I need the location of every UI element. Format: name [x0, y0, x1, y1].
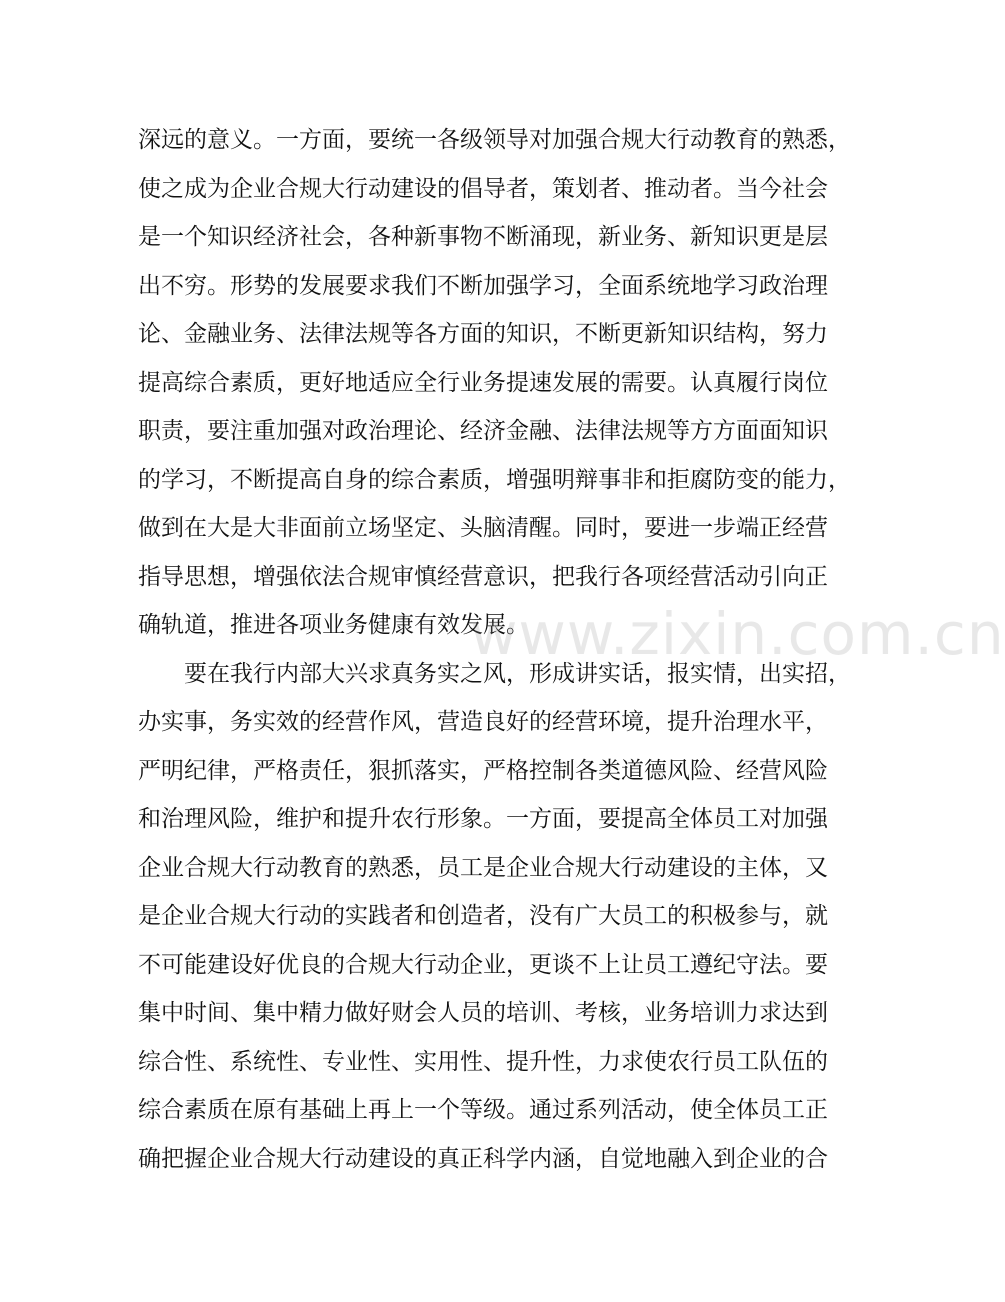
paragraph-1-line-8: 的学习，不断提高自身的综合素质，增强明辩事非和拒腐防变的能力，	[138, 466, 851, 493]
paragraph-1-line-6: 提高综合素质，更好地适应全行业务提速发展的需要。认真履行岗位	[138, 369, 828, 396]
paragraph-2-line-3: 严明纪律，严格责任，狠抓落实，严格控制各类道德风险、经营风险	[138, 757, 828, 784]
paragraph-2-line-10: 综合素质在原有基础上再上一个等级。通过系列活动，使全体员工正	[138, 1097, 828, 1123]
paragraph-1-line-7: 职责，要注重加强对政治理论、经济金融、法律法规等方方面面知识	[138, 418, 828, 444]
paragraph-2-line-4: 和治理风险，维护和提升农行形象。一方面，要提高全体员工对加强	[138, 806, 828, 832]
paragraph-1-line-11: 确轨道，推进各项业务健康有效发展。	[138, 612, 529, 638]
paragraph-1-line-4: 出不穷。形势的发展要求我们不断加强学习，全面系统地学习政治理	[138, 272, 828, 299]
document-body	[138, 116, 851, 1183]
paragraph-2-line-9: 综合性、系统性、专业性、实用性、提升性，力求使农行员工队伍的	[138, 1048, 828, 1075]
paragraph-2-line-1: 要在我行内部大兴求真务实之风，形成讲实话，报实情，出实招，	[184, 660, 851, 687]
paragraph-1-line-3: 是一个知识经济社会，各种新事物不断涌现，新业务、新知识更是层	[138, 224, 828, 250]
paragraph-2-line-8: 集中时间、集中精力做好财会人员的培训、考核，业务培训力求达到	[138, 1000, 828, 1026]
watermark-text: www.zixin.com.cn	[470, 600, 1005, 668]
paragraph-1-line-5: 论、金融业务、法律法规等各方面的知识，不断更新知识结构，努力	[138, 321, 828, 347]
paragraph-2-line-5: 企业合规大行动教育的熟悉，员工是企业合规大行动建设的主体，又	[138, 854, 828, 881]
paragraph-2-line-7: 不可能建设好优良的合规大行动企业，更谈不上让员工遵纪守法。要	[138, 951, 828, 978]
paragraph-2-line-11: 确把握企业合规大行动建设的真正科学内涵，自觉地融入到企业的合	[138, 1145, 828, 1172]
paragraph-1-line-1: 深远的意义。一方面，要统一各级领导对加强合规大行动教育的熟悉，	[138, 127, 851, 153]
paragraph-1-line-10: 指导思想，增强依法合规审慎经营意识，把我行各项经营活动引向正	[138, 563, 828, 590]
paragraph-1-line-9: 做到在大是大非面前立场坚定、头脑清醒。同时，要进一步端正经营	[138, 515, 828, 541]
paragraph-2-line-2: 办实事，务实效的经营作风，营造良好的经营环境，提升治理水平，	[138, 709, 828, 735]
paragraph-1-line-2: 使之成为企业合规大行动建设的倡导者，策划者、推动者。当今社会	[138, 175, 828, 202]
paragraph-2-line-6: 是企业合规大行动的实践者和创造者，没有广大员工的积极参与，就	[138, 903, 828, 929]
